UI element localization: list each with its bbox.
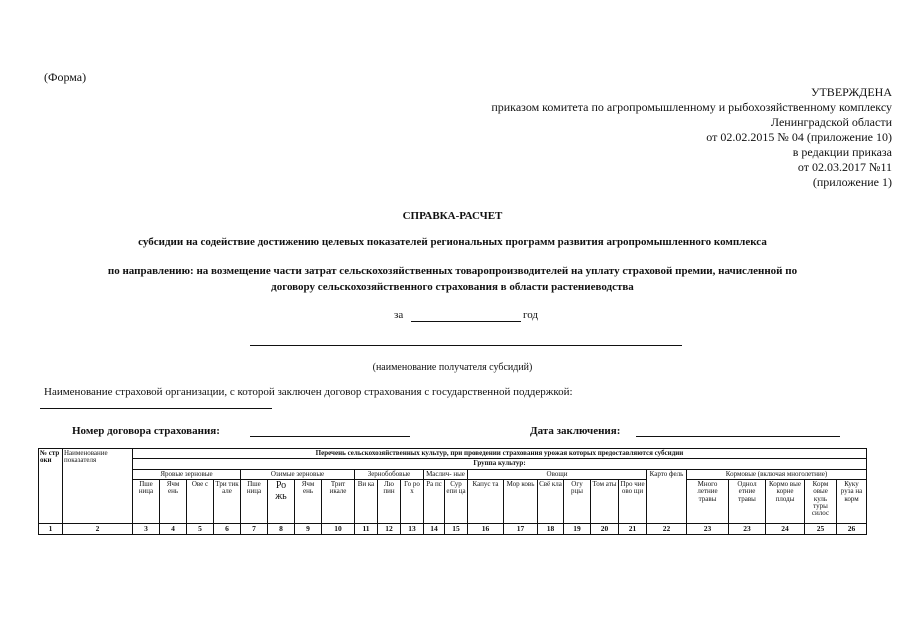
column-number: 13 xyxy=(401,524,424,535)
approval-line: приказом комитета по агропромышленному и рыбохозяйственному комплексу xyxy=(491,100,892,114)
crop-cell: Капус та xyxy=(468,480,504,524)
group-spring-grain: Яровые зерновые xyxy=(133,469,241,479)
contract-label: Номер договора страхования: xyxy=(72,425,220,437)
crop-cell: Кормо вые корне плоды xyxy=(766,480,805,524)
column-number: 1 xyxy=(39,524,63,535)
crop-cell: Про чие ово щи xyxy=(619,480,647,524)
column-number: 17 xyxy=(504,524,538,535)
crop-cell: Го ро х xyxy=(401,480,424,524)
date-label: Дата заключения: xyxy=(530,425,621,437)
recipient-field[interactable] xyxy=(250,345,682,346)
approval-line: от 02.02.2015 № 04 (приложение 10) xyxy=(706,130,892,144)
document-subtitle: субсидии на содействие достижению целевых показателей региональных программ развития агропромышленного комплекса xyxy=(138,236,767,248)
column-number: 8 xyxy=(268,524,295,535)
column-number: 10 xyxy=(322,524,355,535)
contract-number-field[interactable] xyxy=(250,436,410,437)
approval-line: (приложение 1) xyxy=(812,175,892,189)
header-indicator-name: Наименование показателя xyxy=(63,449,133,524)
column-number: 20 xyxy=(591,524,619,535)
header-crops-list: Перечень сельскохозяйственных культур, при проведении страхования урожая которых предоставляются субсидии xyxy=(133,449,867,459)
column-number: 15 xyxy=(445,524,468,535)
approval-line: в редакции приказа xyxy=(792,145,892,159)
column-number: 12 xyxy=(378,524,401,535)
column-number: 21 xyxy=(619,524,647,535)
column-number: 22 xyxy=(647,524,687,535)
recipient-caption: (наименование получателя субсидий) xyxy=(372,362,533,373)
crop-cell: Мор ковь xyxy=(504,480,538,524)
crop-cell: Ро жь xyxy=(268,480,295,524)
approval-title: УТВЕРЖДЕНА xyxy=(810,85,892,99)
column-number: 25 xyxy=(805,524,837,535)
period-year-field[interactable] xyxy=(411,321,521,322)
group-oilseeds: Маслич- ные xyxy=(424,469,468,479)
approval-line: от 02.03.2017 №11 xyxy=(797,160,892,174)
header-row-number: № стр оки xyxy=(39,449,63,524)
crop-cell: Ви ка xyxy=(355,480,378,524)
group-fodder: Кормовые (включая многолетние) xyxy=(687,469,867,479)
calculation-table xyxy=(38,448,867,535)
crop-cell: Сур епи ца xyxy=(445,480,468,524)
column-number: 11 xyxy=(355,524,378,535)
direction-line: договору сельскохозяйственного страхования в области растениеводства xyxy=(271,281,634,293)
crop-cell: Однол етние травы xyxy=(729,480,766,524)
group-potato: Карто фель xyxy=(647,469,687,523)
crop-cell: Ячм ень xyxy=(160,480,187,524)
approval-line: Ленинградской области xyxy=(770,115,892,129)
column-number: 9 xyxy=(295,524,322,535)
crop-cell: Лю пин xyxy=(378,480,401,524)
column-number: 5 xyxy=(187,524,214,535)
column-number: 19 xyxy=(564,524,591,535)
insurer-field[interactable] xyxy=(40,408,272,409)
column-number: 18 xyxy=(538,524,564,535)
crop-cell: Много летние травы xyxy=(687,480,729,524)
document-title: СПРАВКА-РАСЧЕТ xyxy=(402,210,503,222)
crop-cell: Три тик але xyxy=(214,480,241,524)
group-legumes: Зернобобовые xyxy=(355,469,424,479)
crop-cell: Ове с xyxy=(187,480,214,524)
contract-date-field[interactable] xyxy=(636,436,840,437)
header-crop-groups: Группа культур: xyxy=(133,459,867,469)
crop-cell: Огу рцы xyxy=(564,480,591,524)
crop-cell: Том аты xyxy=(591,480,619,524)
direction-line: по направлению: на возмещение части затрат сельскохозяйственных товаропроизводителей на уплату страховой премии, начисленной по xyxy=(107,265,798,277)
period-suffix: год xyxy=(523,309,539,321)
crop-cell: Свё кла xyxy=(538,480,564,524)
column-number: 24 xyxy=(766,524,805,535)
crop-cell: Ра пс xyxy=(424,480,445,524)
column-number: 7 xyxy=(241,524,268,535)
crop-cell: Трит икале xyxy=(322,480,355,524)
period-prefix: за xyxy=(394,309,404,321)
column-number: 4 xyxy=(160,524,187,535)
column-number: 14 xyxy=(424,524,445,535)
crop-cell: Корм овые куль туры силос xyxy=(805,480,837,524)
column-number: 23 xyxy=(687,524,729,535)
column-number: 2 xyxy=(63,524,133,535)
crop-cell: Ячм ень xyxy=(295,480,322,524)
column-number: 23 xyxy=(729,524,766,535)
column-number: 3 xyxy=(133,524,160,535)
column-number: 6 xyxy=(214,524,241,535)
group-vegetables: Овощи xyxy=(468,469,647,479)
form-label: (Форма) xyxy=(44,70,87,84)
crop-cell: Пше ница xyxy=(133,480,160,524)
column-number: 16 xyxy=(468,524,504,535)
crop-cell: Куку руза на корм xyxy=(837,480,867,524)
group-winter-grain: Озимые зерновые xyxy=(241,469,355,479)
column-number: 26 xyxy=(837,524,867,535)
crop-cell: Пше ница xyxy=(241,480,268,524)
insurer-label: Наименование страховой организации, с которой заключен договор страхования с государственной поддержкой: xyxy=(44,386,573,398)
